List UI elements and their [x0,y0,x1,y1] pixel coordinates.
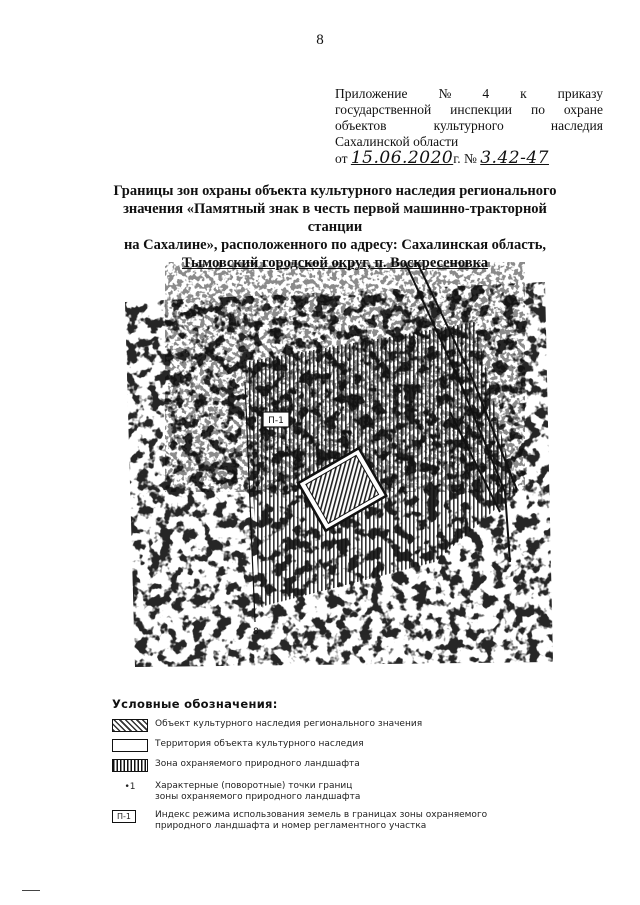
footer-divider [22,890,40,891]
boundary-point-label: 8 [253,627,259,637]
legend-item-points [112,781,532,803]
title-line: Границы зон охраны объекта культурного наследия регионального [113,183,557,199]
appendix-word: № [438,86,452,101]
striped-square-icon [112,759,148,772]
title-line: на Сахалине», расположенного по адресу: Сахалинская область, [123,237,547,253]
point-marker-icon: •1 [124,782,136,792]
appendix-word: к [520,86,527,101]
appendix-line-4: Сахалинской области [335,134,459,149]
legend-text: Индекс режима использования земель в границах зоны охраняемого [155,810,488,820]
appendix-line-1 [335,86,603,102]
appendix-word: наследия [550,118,603,133]
legend-text: природного ландшафта и номер регламентного участка [155,821,427,831]
date-prefix: от [335,151,348,166]
title-line: значения «Памятный знак в честь первой машинно-тракторной станции [123,201,547,235]
index-box-icon: П-1 [112,810,136,823]
legend-text: Зона охраняемого природного ландшафта [155,759,360,769]
appendix-word: приказу [557,86,603,101]
appendix-line-3 [335,118,603,134]
page-number: 8 [316,32,324,48]
zone-index-text: П-1 [268,416,284,426]
appendix-block [335,86,603,167]
legend-text: Территория объекта культурного наследия [155,739,364,749]
empty-square-icon [112,739,148,752]
appendix-word: объектов [335,118,387,133]
date-suffix: г. № [453,151,477,166]
aerial-map [105,262,557,674]
appendix-line-2: государственной инспекции по охране [335,102,603,117]
legend-item-territory [112,739,532,752]
legend-item-zone [112,759,532,772]
legend-item-index [112,810,532,832]
zone-index-label [263,412,289,427]
title-line: Тымовский городской округ, п. Воскресеновка [182,255,488,271]
appendix-word: культурного [433,118,504,133]
order-date: 15.06.2020 [350,148,454,168]
document-title [100,182,570,272]
order-number: 3.42-47 [480,148,549,168]
hatched-square-icon [112,719,148,732]
order-date-row [335,150,603,167]
appendix-word: Приложение [335,86,408,101]
legend-text: Характерные (поворотные) точки границ [155,781,353,791]
legend-item-object [112,719,532,732]
appendix-word: 4 [482,86,490,101]
legend-text: Объект культурного наследия регионального значения [155,719,423,729]
legend-title: Условные обозначения: [112,697,278,711]
map-legend [112,697,532,839]
legend-text: зоны охраняемого природного ландшафта [155,792,361,802]
